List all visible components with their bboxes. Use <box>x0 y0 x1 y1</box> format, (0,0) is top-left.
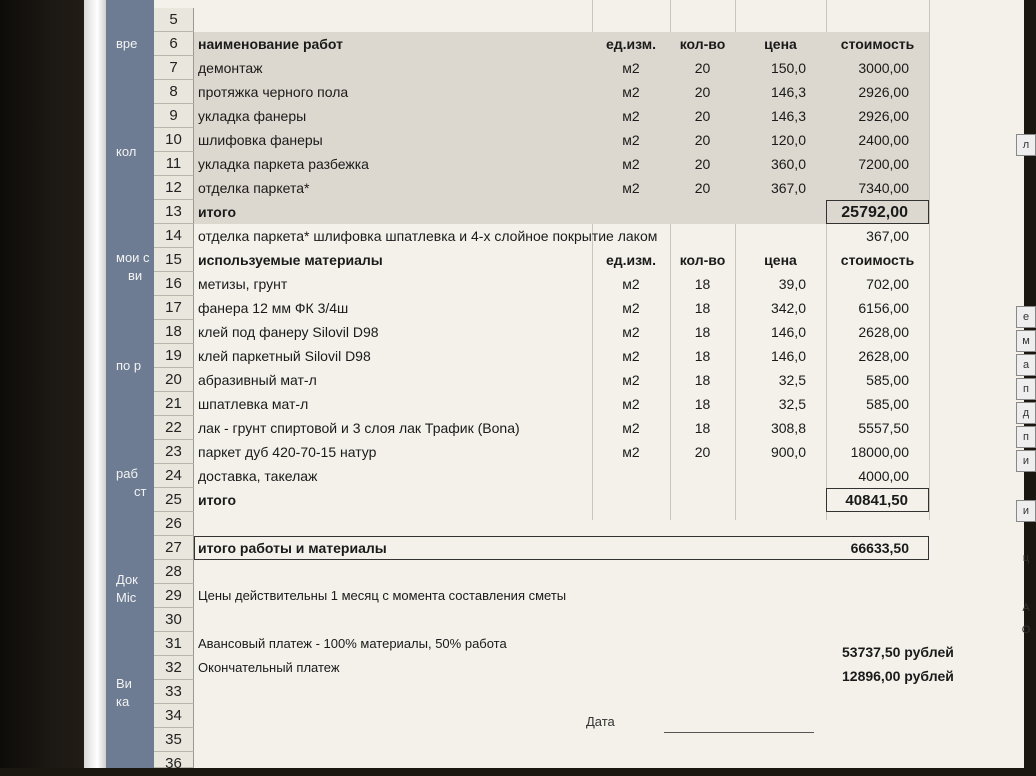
row-number[interactable]: 9 <box>154 104 194 128</box>
adjacent-window-fragment: п <box>1016 426 1036 448</box>
advance-payment-value[interactable]: 53737,50 рублей <box>842 644 954 660</box>
work-name[interactable]: демонтаж <box>198 60 263 76</box>
row-number[interactable]: 10 <box>154 128 194 152</box>
material-cost[interactable]: 585,00 <box>866 372 909 388</box>
header-qty[interactable]: кол-во <box>679 36 726 52</box>
row-number[interactable]: 34 <box>154 704 194 728</box>
spreadsheet[interactable] <box>154 0 1031 772</box>
row-number[interactable]: 13 <box>154 200 194 224</box>
row-number[interactable]: 22 <box>154 416 194 440</box>
material-unit[interactable]: м2 <box>622 420 640 436</box>
work-qty[interactable]: 20 <box>694 60 711 76</box>
work-qty[interactable]: 20 <box>694 180 711 196</box>
work-qty[interactable]: 20 <box>694 108 711 124</box>
material-cost[interactable]: 702,00 <box>866 276 909 292</box>
work-name[interactable]: укладка паркета разбежка <box>198 156 369 172</box>
material-price[interactable]: 146,0 <box>770 324 806 340</box>
material-qty[interactable]: 18 <box>694 300 711 316</box>
material-cost[interactable]: 5557,50 <box>858 420 909 436</box>
material-unit[interactable]: м2 <box>622 348 640 364</box>
material-price[interactable]: 146,0 <box>770 348 806 364</box>
work-unit[interactable]: м2 <box>622 132 640 148</box>
work-cost[interactable]: 3000,00 <box>858 60 909 76</box>
material-name[interactable]: фанера 12 мм ФК 3/4ш <box>198 300 349 316</box>
row-number[interactable]: 17 <box>154 296 194 320</box>
material-price[interactable]: 900,0 <box>770 444 806 460</box>
material-cost[interactable]: 2628,00 <box>858 324 909 340</box>
row-number[interactable]: 14 <box>154 224 194 248</box>
work-cost[interactable]: 7340,00 <box>858 180 909 196</box>
material-price[interactable]: 39,0 <box>778 276 806 292</box>
row-number[interactable]: 8 <box>154 80 194 104</box>
work-price[interactable]: 146,3 <box>770 108 806 124</box>
date-label: Дата <box>586 714 615 729</box>
row-number[interactable]: 21 <box>154 392 194 416</box>
material-name[interactable]: метизы, грунт <box>198 276 288 292</box>
row-number[interactable]: 19 <box>154 344 194 368</box>
work-price[interactable]: 150,0 <box>770 60 806 76</box>
adjacent-window-fragment: А <box>1022 602 1030 614</box>
row-number[interactable]: 32 <box>154 656 194 680</box>
desktop-icon-label: раб <box>116 466 138 481</box>
adjacent-window-fragment: м <box>1016 330 1036 352</box>
adjacent-window-fragment: О <box>1021 624 1031 636</box>
header-price[interactable]: цена <box>764 36 797 52</box>
adjacent-window-fragment: е <box>1016 306 1036 328</box>
desktop-icon-label: ви <box>128 268 143 283</box>
row-number[interactable]: 35 <box>154 728 194 752</box>
row-number[interactable]: 16 <box>154 272 194 296</box>
row-number[interactable]: 6 <box>154 32 194 56</box>
adjacent-window-fragment: д <box>1016 402 1036 424</box>
row-number[interactable]: 25 <box>154 488 194 512</box>
material-cost[interactable]: 6156,00 <box>858 300 909 316</box>
row-number[interactable]: 31 <box>154 632 194 656</box>
grand-total-label[interactable]: итого работы и материалы <box>198 540 387 556</box>
material-cost[interactable]: 585,00 <box>866 396 909 412</box>
work-name[interactable]: протяжка черного пола <box>198 84 349 100</box>
row-number[interactable]: 5 <box>154 8 194 32</box>
row-number[interactable]: 24 <box>154 464 194 488</box>
material-name[interactable]: клей под фанеру Silovil D98 <box>198 324 379 340</box>
validity-note[interactable]: Цены действительны 1 месяц с момента составления сметы <box>198 588 567 603</box>
monitor-bezel <box>84 0 106 768</box>
material-unit[interactable]: м2 <box>622 300 640 316</box>
material-name[interactable]: шпатлевка мат-л <box>198 396 309 412</box>
advance-payment-label[interactable]: Авансовый платеж - 100% материалы, 50% работа <box>198 636 507 651</box>
finish-note-value[interactable]: 367,00 <box>866 228 909 244</box>
adjacent-window-fragment: п <box>1016 378 1036 400</box>
adjacent-window-fragment: и <box>1016 450 1036 472</box>
work-cost[interactable]: 2926,00 <box>858 84 909 100</box>
material-qty[interactable]: 20 <box>694 444 711 460</box>
desktop-icon-label: вре <box>116 36 138 51</box>
work-name[interactable]: укладка фанеры <box>198 108 307 124</box>
material-qty[interactable]: 18 <box>694 420 711 436</box>
material-name[interactable]: паркет дуб 420-70-15 натур <box>198 444 377 460</box>
work-qty[interactable]: 20 <box>694 132 711 148</box>
adjacent-window-fragment: а <box>1016 354 1036 376</box>
row-number[interactable]: 23 <box>154 440 194 464</box>
material-price[interactable]: 32,5 <box>778 372 806 388</box>
material-unit[interactable]: м2 <box>622 372 640 388</box>
header-cost[interactable]: стоимость <box>840 36 915 52</box>
material-cost[interactable]: 18000,00 <box>850 444 909 460</box>
works-total-value[interactable]: 25792,00 <box>826 200 929 224</box>
row-number[interactable]: 15 <box>154 248 194 272</box>
materials-header-unit[interactable]: ед.изм. <box>605 252 657 268</box>
header-name[interactable]: наименование работ <box>198 36 343 52</box>
work-qty[interactable]: 20 <box>694 84 711 100</box>
gridline <box>929 0 930 520</box>
work-unit[interactable]: м2 <box>622 84 640 100</box>
materials-total-label[interactable]: итого <box>198 492 237 508</box>
materials-header-price[interactable]: цена <box>764 252 797 268</box>
row-number[interactable]: 11 <box>154 152 194 176</box>
desktop-icon-label: Док <box>116 572 138 587</box>
material-qty[interactable]: 18 <box>694 396 711 412</box>
desktop-icon-label: по р <box>116 358 142 373</box>
works-total-label[interactable]: итого <box>198 204 237 220</box>
material-name[interactable]: лак - грунт спиртовой и 3 слоя лак Трафик (Bona) <box>198 420 520 436</box>
materials-header-cost[interactable]: стоимость <box>840 252 915 268</box>
work-price[interactable]: 120,0 <box>770 132 806 148</box>
row-number[interactable]: 28 <box>154 560 194 584</box>
final-payment-value[interactable]: 12896,00 рублей <box>842 668 954 684</box>
adjacent-window-fragment: ц <box>1022 552 1030 564</box>
row-number[interactable]: 18 <box>154 320 194 344</box>
materials-header-qty[interactable]: кол-во <box>679 252 726 268</box>
material-unit[interactable]: м2 <box>622 444 640 460</box>
cell-grid[interactable] <box>194 0 1024 768</box>
row-number[interactable]: 7 <box>154 56 194 80</box>
desktop-icon-label: ст <box>134 484 147 499</box>
work-cost[interactable]: 2400,00 <box>858 132 909 148</box>
row-number[interactable]: 29 <box>154 584 194 608</box>
material-cost[interactable]: 2628,00 <box>858 348 909 364</box>
header-unit[interactable]: ед.изм. <box>605 36 657 52</box>
row-number[interactable]: 33 <box>154 680 194 704</box>
desktop-icon-label: ка <box>116 694 130 709</box>
desktop-icon-label: Ви <box>116 676 132 691</box>
work-cost[interactable]: 2926,00 <box>858 108 909 124</box>
work-unit[interactable]: м2 <box>622 60 640 76</box>
material-price[interactable]: 32,5 <box>778 396 806 412</box>
material-price[interactable]: 342,0 <box>770 300 806 316</box>
material-unit[interactable]: м2 <box>622 324 640 340</box>
work-price[interactable]: 146,3 <box>770 84 806 100</box>
work-unit[interactable]: м2 <box>622 108 640 124</box>
row-number[interactable]: 27 <box>154 536 194 560</box>
row-number[interactable]: 30 <box>154 608 194 632</box>
material-qty[interactable]: 18 <box>694 348 711 364</box>
work-unit[interactable]: м2 <box>622 156 640 172</box>
material-name[interactable]: абразивный мат-л <box>198 372 317 388</box>
adjacent-window-fragment: л <box>1016 134 1036 156</box>
row-number[interactable]: 12 <box>154 176 194 200</box>
row-number[interactable]: 36 <box>154 752 194 768</box>
material-name[interactable]: доставка, такелаж <box>198 468 318 484</box>
adjacent-window-fragment: и <box>1016 500 1036 522</box>
work-name[interactable]: отделка паркета* <box>198 180 310 196</box>
work-price[interactable]: 360,0 <box>770 156 806 172</box>
material-qty[interactable]: 18 <box>694 324 711 340</box>
material-cost[interactable]: 4000,00 <box>858 468 909 484</box>
work-unit[interactable]: м2 <box>622 180 640 196</box>
finish-note[interactable]: отделка паркета* шлифовка шпатлевка и 4-х слойное покрытие лаком <box>198 228 658 244</box>
work-name[interactable]: шлифовка фанеры <box>198 132 323 148</box>
final-payment-label[interactable]: Окончательный платеж <box>198 660 340 675</box>
work-qty[interactable]: 20 <box>694 156 711 172</box>
material-unit[interactable]: м2 <box>622 276 640 292</box>
desktop-icon-label: Mic <box>116 590 137 605</box>
row-number[interactable]: 20 <box>154 368 194 392</box>
row-number[interactable]: 26 <box>154 512 194 536</box>
material-name[interactable]: клей паркетный Silovil D98 <box>198 348 371 364</box>
desktop-icon-label: кол <box>116 144 137 159</box>
desktop-icon-label: мои с <box>116 250 150 265</box>
date-signature-line <box>664 732 814 733</box>
materials-header-name[interactable]: используемые материалы <box>198 252 383 268</box>
material-qty[interactable]: 18 <box>694 276 711 292</box>
work-cost[interactable]: 7200,00 <box>858 156 909 172</box>
desktop-sliver <box>106 0 154 768</box>
grand-total-value[interactable]: 66633,50 <box>850 540 909 556</box>
material-price[interactable]: 308,8 <box>770 420 806 436</box>
material-unit[interactable]: м2 <box>622 396 640 412</box>
material-qty[interactable]: 18 <box>694 372 711 388</box>
work-price[interactable]: 367,0 <box>770 180 806 196</box>
materials-total-value[interactable]: 40841,50 <box>826 488 929 512</box>
